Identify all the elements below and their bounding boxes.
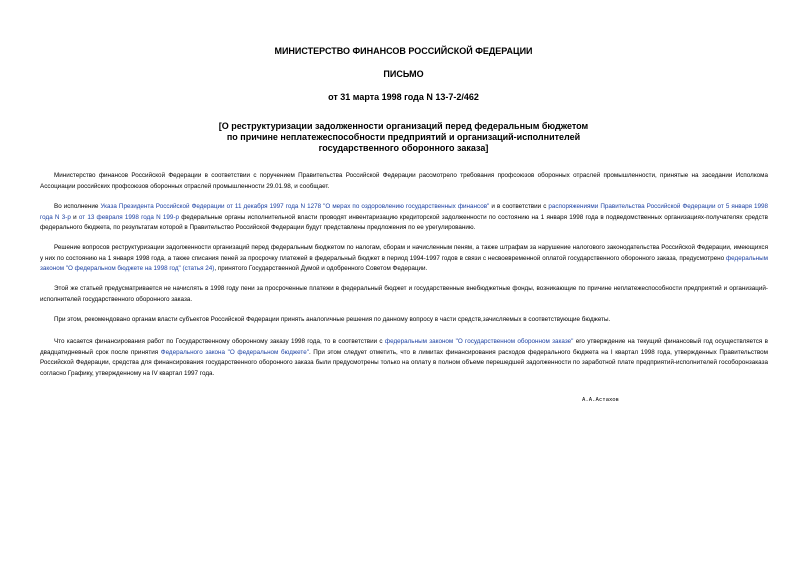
- paragraph-5-text: При этом, рекомендовано органам власти субъектов Российской Федерации принять аналогичные решения по данному вопросу в части средств,зачисляемых в соответствующие бюджеты.: [54, 316, 611, 323]
- paragraph-6-text-a: Что касается финансирования работ по Государственному оборонному заказу 1998 года, то в соответствии с: [54, 338, 385, 345]
- document-title-line-1: [О реструктуризации задолженности организаций перед федеральным бюджетом: [218, 121, 589, 131]
- link-government-order-199r[interactable]: от 13 февраля 1998 года N 199-р: [78, 213, 179, 221]
- link-government-order-3r[interactable]: распоряжениями Правительства Российской Федерации от 5 января 1998 года N 3-р: [40, 203, 768, 221]
- paragraph-3-text-b: , принятого Государственной Думой и одобренного Советом Федерации.: [214, 265, 428, 273]
- paragraph-2-text-c: и: [70, 213, 79, 221]
- paragraph-3: [40, 243, 768, 275]
- link-presidential-decree[interactable]: Указа Президента Российской Федерации от 11 декабря 1997 года N 1278 "О мерах по оздоровлению государственных финансов": [100, 203, 490, 210]
- signature: А.А.Астахов: [582, 397, 620, 403]
- paragraph-2-text-b: и в соответствии с: [489, 203, 549, 210]
- paragraph-4: [40, 284, 768, 305]
- paragraph-6-text-c: . При этом следует отметить, что в лимитах финансирования расходов федерального бюджета на I квартал 1998 года, утвержденных Правительством Российской Федерации, средства для финансирования государственного оборонного заказа были предусмотрены только на оплату в полном объеме перешедшей задолженности по заработной плате предприятий-исполнителей гособоронзаказа согласно Графику, утвержденному на IV квартал 1997 года.: [40, 348, 768, 377]
- link-federal-budget-law-1998[interactable]: федеральным законом "О федеральном бюджете на 1998 год" (статья 24): [40, 254, 768, 273]
- link-defense-order-law[interactable]: федеральным законом "О государственном оборонном заказе": [384, 338, 574, 345]
- paragraph-6-text-b: его утверждение на текущий финансовый год осуществляется в двадцатидневный срок после принятия: [40, 338, 769, 356]
- paragraph-2: [40, 202, 768, 234]
- paragraph-4-text: Этой же статьей предусматривается не начислять в 1998 году пени за просроченные платежи в федеральный бюджет и государственные внебюджетные фонды, возникающие по причине неплатежеспособности предприятий и организаций-исполнителей государственного оборонного заказа.: [40, 285, 768, 303]
- paragraph-1-text: Министерство финансов Российской Федерации в соответствии с поручением Правительства Российской Федерации рассмотрело требования профсоюзов оборонных отраслей промышленности, принятые на заседании Исполкома Ассоциации российских профсоюзов оборонных отраслей промышленности 29.01.98, и сообщает.: [40, 172, 768, 190]
- document-type: ПИСЬМО: [383, 69, 424, 79]
- document-date-number: от 31 марта 1998 года N 13-7-2/462: [328, 92, 479, 102]
- ministry-heading: МИНИСТЕРСТВО ФИНАНСОВ РОССИЙСКОЙ ФЕДЕРАЦИИ: [274, 46, 533, 56]
- paragraph-3-text-a: Решение вопросов реструктуризации задолженности организаций перед федеральным бюджетом по налогам, сборам и начисленным пеням, а также штрафам за нарушение налогового законодательства Российской Федерации, имеющихся у них по состоянию на 1 января 1998 года, а также списания пеней за просрочку платежей в федеральный бюджет в период 1994-1997 годов в связи с несвоевременной оплатой государственного оборонного заказа, предусмотрено: [40, 244, 768, 262]
- paragraph-6: [40, 337, 768, 379]
- document-title-line-3: государственного оборонного заказа]: [318, 143, 489, 153]
- link-federal-budget-law[interactable]: Федерального закона "О федеральном бюджете": [160, 348, 309, 356]
- paragraph-2-text-a: Во исполнение: [54, 203, 101, 210]
- document-title-line-2: по причине неплатежеспособности предприятий и организаций-исполнителей: [226, 132, 581, 142]
- paragraph-5: [40, 315, 768, 326]
- paragraph-1: [40, 171, 768, 192]
- paragraph-2-text-d: федеральные органы исполнительной власти проводят инвентаризацию кредиторской задолженности по состоянию на 1 января 1998 года в подведомственных организациях-получателях средств федерального бюджета, по результатам которой в Правительство Российской Федерации будут представлены предложения по ее урегулированию.: [40, 213, 768, 232]
